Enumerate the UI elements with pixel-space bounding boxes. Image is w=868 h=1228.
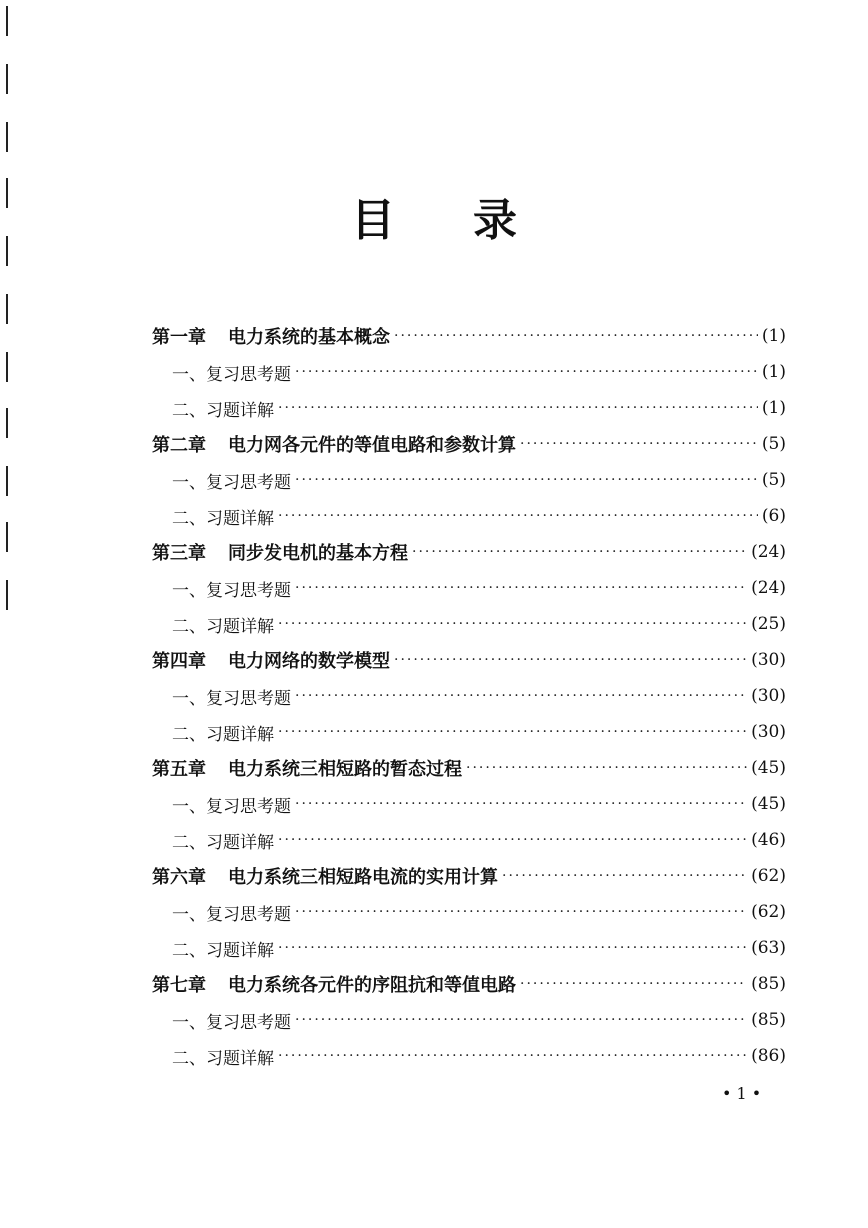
dot-leader: [502, 868, 747, 884]
section-title: 二、习题详解: [172, 616, 274, 637]
page-reference: (62): [751, 902, 786, 922]
page-title: [0, 184, 868, 248]
section-title: 一、复习思考题: [172, 1012, 291, 1033]
chapter-number: 第四章: [152, 651, 206, 672]
toc-section-entry[interactable]: [152, 894, 786, 930]
section-title: 一、复习思考题: [172, 904, 291, 925]
chapter-number: 第七章: [152, 975, 206, 996]
chapter-number: 第二章: [152, 435, 206, 456]
page-reference: (1): [761, 326, 786, 346]
page-reference: (30): [751, 722, 786, 742]
toc-chapter-entry[interactable]: [152, 858, 786, 894]
chapter-title: 电力网络的数学模型: [228, 651, 390, 672]
chapter-title: 同步发电机的基本方程: [228, 543, 408, 564]
page-reference: (86): [751, 1046, 786, 1066]
section-title: 二、习题详解: [172, 940, 274, 961]
section-title: 二、习题详解: [172, 508, 274, 529]
dot-leader: [466, 760, 747, 776]
toc-section-entry[interactable]: [152, 822, 786, 858]
toc-chapter-entry[interactable]: [152, 966, 786, 1002]
section-title: 一、复习思考题: [172, 796, 291, 817]
page-reference: (6): [761, 506, 786, 526]
page-reference: (24): [751, 578, 786, 598]
chapter-number: 第三章: [152, 543, 206, 564]
page-reference: (24): [751, 542, 786, 562]
page-reference: (1): [761, 398, 786, 418]
dot-leader: [295, 580, 747, 596]
dot-leader: [295, 688, 747, 704]
dot-leader: [278, 1048, 747, 1064]
section-title: 二、习题详解: [172, 400, 274, 421]
page-reference: (45): [751, 758, 786, 778]
toc-chapter-entry[interactable]: [152, 318, 786, 354]
toc-section-entry[interactable]: [152, 570, 786, 606]
dot-leader: [520, 976, 747, 992]
chapter-title: 电力系统三相短路的暂态过程: [228, 759, 462, 780]
dot-leader: [394, 652, 747, 668]
page-reference: (1): [761, 362, 786, 382]
page-reference: (62): [751, 866, 786, 886]
page-reference: (5): [761, 470, 786, 490]
section-title: 一、复习思考题: [172, 580, 291, 601]
toc-section-entry[interactable]: [152, 606, 786, 642]
title-char-1: 目: [351, 195, 395, 246]
page-reference: (5): [761, 434, 786, 454]
binding-marks: [6, 0, 10, 620]
toc-chapter-entry[interactable]: [152, 642, 786, 678]
toc-section-entry[interactable]: [152, 678, 786, 714]
chapter-title: 电力系统三相短路电流的实用计算: [228, 867, 498, 888]
dot-leader: [295, 1012, 747, 1028]
dot-leader: [295, 796, 747, 812]
dot-leader: [278, 832, 747, 848]
toc-section-entry[interactable]: [152, 498, 786, 534]
toc-section-entry[interactable]: [152, 714, 786, 750]
page-number: • 1 •: [722, 1084, 762, 1103]
toc-chapter-entry[interactable]: [152, 426, 786, 462]
dot-leader: [278, 508, 758, 524]
toc-section-entry[interactable]: [152, 390, 786, 426]
section-title: 一、复习思考题: [172, 472, 291, 493]
chapter-number: 第五章: [152, 759, 206, 780]
toc-section-entry[interactable]: [152, 354, 786, 390]
chapter-title: 电力系统各元件的序阻抗和等值电路: [228, 975, 516, 996]
section-title: 二、习题详解: [172, 832, 274, 853]
page-reference: (63): [751, 938, 786, 958]
section-title: 二、习题详解: [172, 724, 274, 745]
dot-leader: [295, 364, 758, 380]
chapter-number: 第六章: [152, 867, 206, 888]
page-reference: (85): [751, 1010, 786, 1030]
page-reference: (45): [751, 794, 786, 814]
dot-leader: [278, 940, 747, 956]
section-title: 一、复习思考题: [172, 688, 291, 709]
dot-leader: [295, 472, 758, 488]
page-reference: (30): [751, 686, 786, 706]
section-title: 一、复习思考题: [172, 364, 291, 385]
toc-section-entry[interactable]: [152, 1038, 786, 1074]
page-reference: (25): [751, 614, 786, 634]
title-char-2: 录: [473, 195, 517, 246]
dot-leader: [520, 436, 758, 452]
toc-chapter-entry[interactable]: [152, 750, 786, 786]
dot-leader: [278, 724, 747, 740]
toc-section-entry[interactable]: [152, 462, 786, 498]
chapter-title: 电力系统的基本概念: [228, 327, 390, 348]
dot-leader: [278, 400, 758, 416]
toc-chapter-entry[interactable]: [152, 534, 786, 570]
toc-section-entry[interactable]: [152, 930, 786, 966]
dot-leader: [394, 328, 758, 344]
page-reference: (85): [751, 974, 786, 994]
table-of-contents: [152, 318, 786, 1074]
section-title: 二、习题详解: [172, 1048, 274, 1069]
dot-leader: [412, 544, 747, 560]
toc-section-entry[interactable]: [152, 1002, 786, 1038]
dot-leader: [295, 904, 747, 920]
chapter-title: 电力网各元件的等值电路和参数计算: [228, 435, 516, 456]
toc-section-entry[interactable]: [152, 786, 786, 822]
page-reference: (46): [751, 830, 786, 850]
dot-leader: [278, 616, 747, 632]
chapter-number: 第一章: [152, 327, 206, 348]
page-reference: (30): [751, 650, 786, 670]
